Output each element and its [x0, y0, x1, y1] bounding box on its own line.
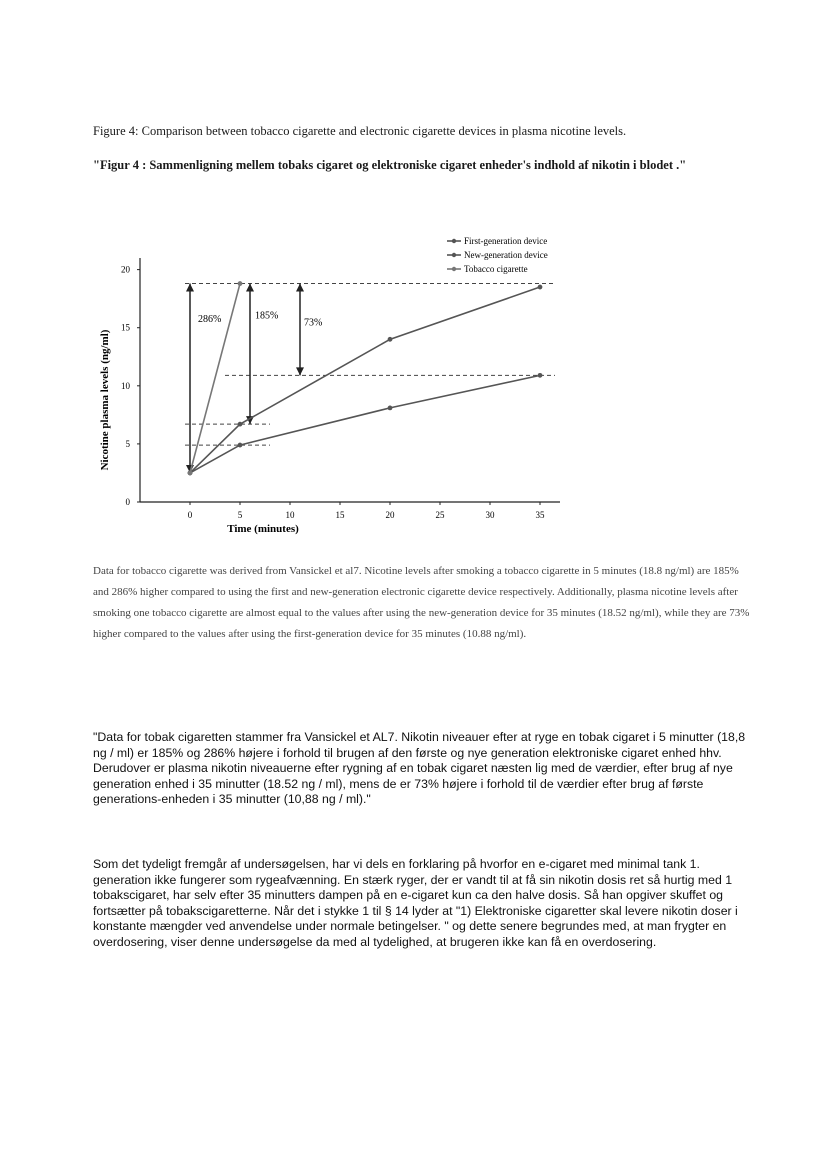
x-tick-label: 20	[385, 510, 395, 520]
data-point	[388, 405, 393, 410]
y-tick-label: 15	[121, 322, 130, 333]
series-line	[190, 284, 240, 473]
x-tick-label: 30	[485, 510, 495, 520]
legend-label: First-generation device	[464, 236, 548, 246]
legend-label: Tobacco cigarette	[464, 264, 528, 274]
paragraph-danish-translation: "Data for tobak cigaretten stammer fra Vansickel et AL7. Nikotin niveauer efter at ryge en tobak cigaret i 5 minutter (18,8 ng / ml) er 185% og 286% højere i forhold til brugen af den første og nye generation elektroniske cigaret enhed hhv. Derudover er plasma nikotin niveauerne efter rygning af en tobak cigaret næsten lig med de værdier, efter brug af nye generation enhed i 35 minutter (18.52 ng / ml), mens de er 73% højere i forhold til de værdier efter brug af første generations-enheden i 35 minutter (10,88 ng / ml)."	[93, 730, 746, 806]
data-point	[238, 281, 243, 286]
figure-caption-danish: "Figur 4 : Sammenligning mellem tobaks cigaret og elektroniske cigaret enheder's indhold af nikotin i blodet ."	[93, 158, 687, 172]
data-series	[188, 281, 543, 475]
arrow-head-up	[246, 284, 254, 292]
y-tick-label: 5	[125, 438, 130, 449]
x-tick-label: 15	[335, 510, 345, 520]
x-tick-label: 10	[285, 510, 295, 520]
paragraph-danish-commentary: Som det tydeligt fremgår af undersøgelsen, har vi dels en forklaring på hvorfor en e-cigaret med minimal tank 1. generation ikke fungerer som rygeafvænning. En stærk ryger, der er vandt til at få sin nikotin dosis ret så hurtig med 1 tobakscigaret, har selv efter 35 minutters dampen på en e-cigaret kun ca den halve dosis. Så han opgiver skuffet og fortsætter på tobakscigaretterne. Når det i stykke 1 til § 14 lyder at "1) Elektroniske cigaretter skal levere nikotin doser i konstante mængder ved anvendelse under normale betingelser. " og dette senere begrundes med, at man frygter en overdosering, viser denne undersøgelse da med al tydelighed, at brugeren ikke kan få en overdosering.	[93, 857, 738, 949]
x-tick-label: 35	[535, 510, 545, 520]
difference-label: 286%	[198, 313, 222, 325]
difference-label: 185%	[255, 310, 279, 322]
legend-marker	[452, 267, 456, 271]
y-tick-label: 0	[125, 497, 130, 507]
x-tick-label: 0	[187, 510, 193, 520]
data-point	[188, 471, 193, 476]
reference-lines	[185, 284, 555, 446]
arrow-head-down	[296, 367, 304, 375]
data-point	[238, 422, 243, 427]
data-point	[388, 337, 393, 342]
tick-labels	[121, 265, 545, 520]
x-tick-label: 25	[435, 510, 445, 520]
arrow-head-up	[296, 284, 304, 292]
legend-marker	[452, 253, 456, 257]
data-note-english: Data for tobacco cigarette was derived from Vansickel et al7. Nicotine levels after smoking a tobacco cigarette in 5 minutes (18.8 ng/ml) are 185% and 286% higher compared to using the first and new-generation electronic cigarette device respectively. Additionally, plasma nicotine levels after smoking one tobacco cigarette are almost equal to the values after using the new-generation device for 35 minutes (18.52 ng/ml), while they are 73% higher compared to the values after using the first-generation device for 35 minutes (10.88 ng/ml).	[93, 565, 750, 640]
data-point	[538, 373, 543, 378]
x-tick-label: 5	[237, 510, 243, 520]
y-axis-label: Nicotine plasma levels (ng/ml)	[99, 329, 111, 471]
data-point	[238, 443, 243, 448]
x-axis-label: Time (minutes)	[227, 523, 299, 535]
y-tick-label: 20	[121, 264, 130, 275]
difference-arrows	[186, 284, 322, 473]
figure-caption-english: Figure 4: Comparison between tobacco cigarette and electronic cigarette devices in plasma nicotine levels.	[93, 124, 627, 138]
y-tick-label: 10	[121, 380, 130, 391]
legend-marker	[452, 239, 456, 243]
nicotine-chart	[90, 228, 580, 543]
difference-label: 73%	[304, 317, 323, 329]
data-point	[538, 285, 543, 290]
arrow-head-up	[186, 284, 194, 292]
legend-label: New-generation device	[464, 250, 548, 260]
chart-legend	[447, 236, 548, 274]
